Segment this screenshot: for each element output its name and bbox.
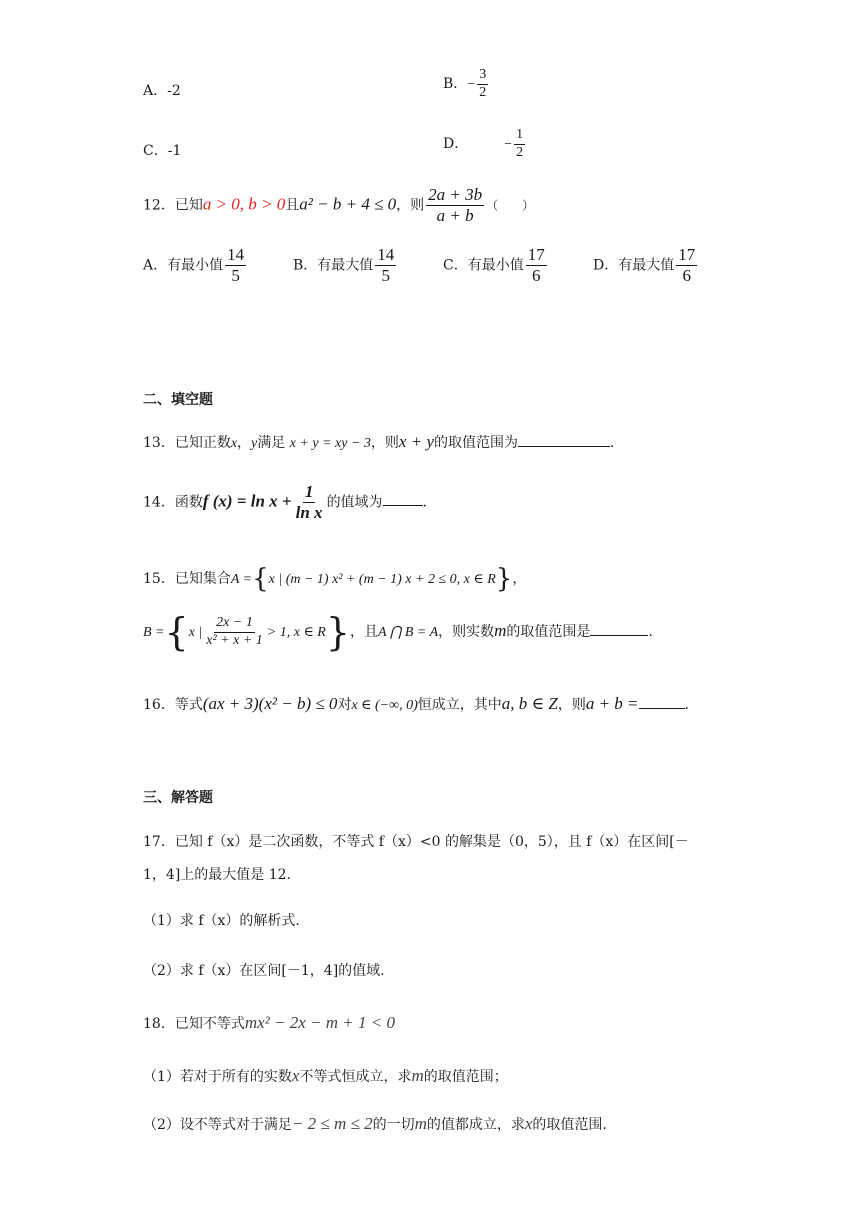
q14-stem [143,483,427,522]
inequality: mx² − 2x − m + 1 < 0 [244,1013,395,1032]
q12-option-b [293,246,398,285]
fraction [514,128,525,160]
text: 对 [337,697,352,713]
q17-line1: 17．已知 f（x）是二次函数，不等式 f（x）<0 的解集是（0，5），且 f（x）在区间[－ [143,834,689,850]
inequality: a² − b + 4 ≤ 0 [299,194,397,214]
q12-stem [143,186,534,225]
text: . [684,697,689,713]
left-brace: { [164,610,189,654]
fraction [225,246,246,285]
range-expr: − 2 ≤ m ≤ 2 [291,1114,373,1133]
condition-red: a > 0, b > 0 [202,194,286,214]
option-label: A．有最小值 [143,257,224,274]
q17-sub1: （1）求 f（x）的解析式. [143,913,300,929]
integer-condition: a, b ∈ Z [501,694,558,713]
denominator: x² + x + 1 [206,632,263,648]
answer-blank[interactable] [639,694,685,709]
text: （1）若对于所有的实数 [143,1069,292,1085]
denominator: 6 [682,265,691,285]
set-name: A = [230,572,253,587]
denominator: ln x [295,502,323,522]
left-brace: { [252,564,269,594]
answer-paren: （ ） [486,198,535,213]
function-expr: f (x) = ln x + [202,491,292,511]
denominator: 2 [516,144,524,160]
var: m [494,621,507,640]
q12-option-a [143,246,248,285]
q11-option-c [143,140,181,160]
q17-sub2: （2）求 f（x）在区间[－1，4]的值域. [143,963,385,979]
numerator: 1 [514,128,525,145]
text: 的取值范围； [423,1069,508,1085]
text: 的取值范围. [532,1117,607,1133]
text: 15．已知集合 [143,571,231,587]
var: m [411,1066,424,1085]
text: 18．已知不等式 [143,1016,245,1032]
text: 13．已知正数 [143,435,231,451]
q13-stem [143,432,614,452]
option-text: C．-1 [143,143,182,159]
text: 的值域为 [326,494,383,511]
numerator: 17 [527,245,545,264]
option-label: B． [443,76,468,93]
fraction [676,246,697,285]
q18-stem [143,1013,395,1033]
answer-blank[interactable] [590,621,648,636]
q18-sub2 [143,1114,607,1134]
q17-line2: 1，4]上的最大值是 12. [143,867,291,883]
inequality: (ax + 3)(x² − b) ≤ 0 [202,694,338,713]
set-condition: > 1, x ∈ R [266,625,326,640]
text: ，则 [370,435,399,451]
q18-sub1 [143,1066,508,1086]
q15-line1 [143,564,526,594]
text: ， [237,435,252,451]
denominator: 5 [231,265,240,285]
var: x [524,1114,533,1133]
sum-expr: a + b = [585,694,639,713]
domain-condition: x ∈ (−∞, 0) [351,698,418,713]
text: 的取值范围为 [433,435,518,451]
right-brace: } [325,610,351,654]
set-body: x | (m − 1) x² + (m − 1) x + 2 ≤ 0, x ∈ R [268,572,496,587]
text: ，则 [557,697,586,713]
option-label: D． [443,136,469,153]
text: 16．等式 [143,697,203,713]
denominator: 2 [479,84,487,100]
fraction [426,186,484,225]
q16-stem [143,694,689,714]
numerator: 14 [377,245,395,264]
numerator: 2x − 1 [214,616,255,633]
intersection-expr: A ⋂ B = A [378,625,439,640]
option-label: D．有最大值 [593,257,675,274]
var: m [414,1114,427,1133]
text: . [648,624,653,640]
q15-line2 [143,610,653,654]
text: 恒成立，其中 [417,697,502,713]
fraction [294,483,325,522]
section-heading: 三、解答题 [143,790,213,806]
text: 的一切 [372,1117,415,1133]
text: 且 [285,197,300,214]
text: 的值都成立，求 [426,1117,525,1133]
numerator: 17 [678,245,696,264]
text: 不等式恒成立，求 [299,1069,412,1085]
question-number-text: 12．已知 [143,197,203,214]
text: ，且 [350,624,379,640]
fraction [477,68,488,100]
text: ， [512,571,527,587]
q11-option-d [443,128,527,160]
q12-option-d [593,246,699,285]
numerator: 2a + 3b [428,185,483,204]
fraction [526,246,547,285]
q11-option-b [443,68,490,100]
answer-blank[interactable] [383,491,423,506]
section-heading: 二、填空题 [143,392,213,408]
var: x [230,436,238,451]
option-label: C．有最小值 [443,257,524,274]
right-brace: } [495,564,513,594]
fraction [204,616,265,648]
numerator: 14 [227,245,245,264]
option-text: A．-2 [143,83,181,99]
var: y [251,436,258,451]
option-label: B．有最大值 [293,257,374,274]
text: . [422,494,428,511]
q12-option-c [443,246,549,285]
set-name: B = [143,625,165,640]
minus-sign: − [504,137,513,153]
denominator: 5 [381,265,391,285]
equation: x + y = xy − 3 [289,436,371,451]
fraction [375,246,396,285]
set-var: x | [188,625,203,640]
numerator: 3 [477,68,488,85]
text: 满足 [257,435,286,451]
minus-sign: − [467,77,476,93]
expression: x + y [398,432,434,451]
q11-option-a [143,80,181,100]
text: . [609,435,615,451]
denominator: a + b [436,205,474,225]
text: ，则实数 [438,624,495,640]
text: （2）设不等式对于满足 [143,1117,292,1133]
var: x [291,1066,300,1085]
denominator: 6 [531,265,541,285]
text: 的取值范围是 [506,624,591,640]
text: 14．函数 [143,494,203,511]
numerator: 1 [304,482,314,501]
text: ，则 [396,197,425,214]
answer-blank[interactable] [518,432,610,447]
